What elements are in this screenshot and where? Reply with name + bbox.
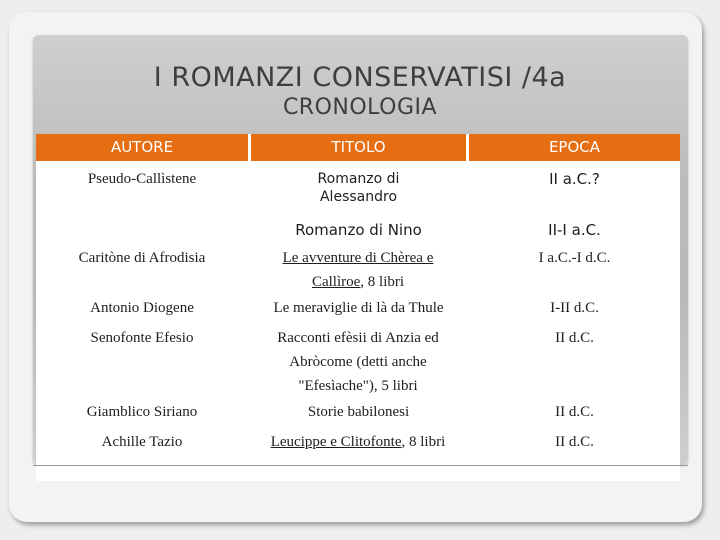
row7-titolo-suffix: , 8 libri <box>401 434 446 450</box>
row3-titolo <box>258 246 458 294</box>
row4-autore: Antonio Diogene <box>90 300 194 316</box>
row1-titolo: Romanzo di Alessandro <box>317 171 400 205</box>
row6-epoca: II d.C. <box>555 404 594 420</box>
header-autore: AUTORE <box>36 134 248 161</box>
row4-titolo: Le meraviglie di là da Thule <box>273 300 444 316</box>
row7-titolo-main: Leucippe e Clitofonte <box>270 434 402 450</box>
slide-subtitle: CRONOLOGIA <box>282 95 438 120</box>
row7-epoca: II d.C. <box>555 434 594 450</box>
header-titolo: TITOLO <box>251 134 466 161</box>
slide-title: I ROMANZI CONSERVATISI /4a <box>153 62 567 93</box>
row1-autore: Pseudo-Callìstene <box>87 171 197 187</box>
row5-autore: Senofonte Efesio <box>90 330 194 346</box>
frame-bottom-rule <box>33 465 688 466</box>
row3-titolo-main: Le avventure di Chèrea e Callìroe <box>282 250 434 290</box>
row5-epoca: II d.C. <box>555 330 594 346</box>
row6-titolo: Storie babilonesi <box>307 404 410 420</box>
row2-epoca: II-I a.C. <box>548 221 601 239</box>
header-epoca: EPOCA <box>469 134 680 161</box>
row3-autore: Caritòne di Afrodisia <box>78 250 206 266</box>
row3-epoca: I a.C.-I d.C. <box>538 250 611 266</box>
row3-titolo-suffix: , 8 libri <box>360 274 405 290</box>
row7-titolo <box>258 430 458 454</box>
row4-epoca: I-II d.C. <box>550 300 599 316</box>
row5-titolo: Racconti efèsii di Anzia ed Abròcome (detti anche "Efesìache"), 5 libri <box>277 330 439 394</box>
row2-titolo: Romanzo di Nino <box>295 221 422 239</box>
row1-epoca: II a.C.? <box>549 170 600 188</box>
row7-autore: Achille Tazio <box>101 434 183 450</box>
chronology-table <box>36 134 680 481</box>
row6-autore: Giamblico Siriano <box>86 404 198 420</box>
